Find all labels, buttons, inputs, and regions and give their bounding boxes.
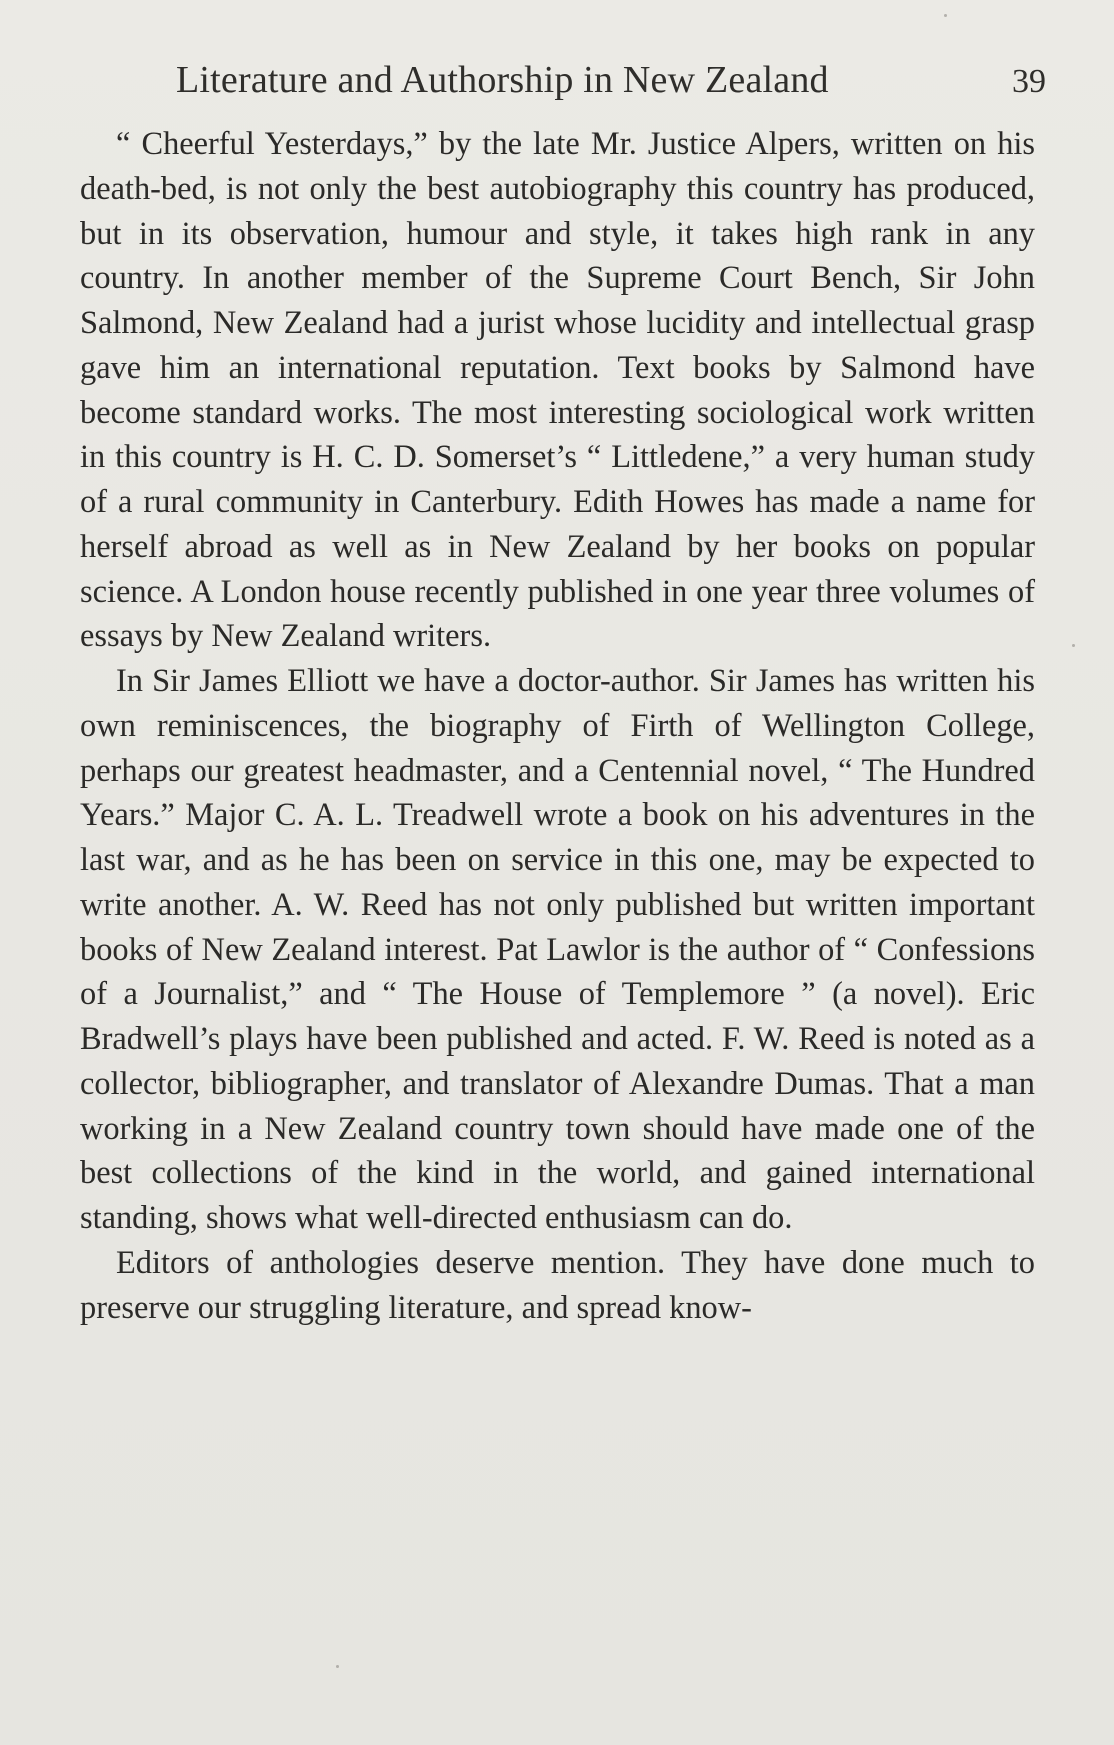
body-text [80, 122, 1035, 1330]
running-head [176, 54, 1046, 106]
running-title: Literature and Authorship in New Zealand [176, 59, 829, 101]
paragraph-3: Editors of anthologies deserve mention. They have done much to preserve our struggling literature, and spread know- [80, 1244, 1035, 1326]
paragraph-1: “ Cheerful Yesterdays,” by the late Mr. Justice Alpers, written on his death-bed, is not only the best autobiography this country has produced, but in its observation, humour and style, it takes high rank in any country. In another member of the Supreme Court Bench, Sir John Salmond, New Zealand had a jurist whose lucidity and intellectual grasp gave him an international reputation. Text books by Salmond have become standard works. The most interesting sociological work written in this country is H. C. D. Somerset’s “ Littledene,” a very human study of a rural community in Canterbury. Edith Howes has made a name for herself abroad as well as in New Zealand by her books on popular science. A London house recently published in one year three volumes of essays by New Zealand writers. [80, 126, 1035, 655]
page-number: 39 [1012, 63, 1046, 100]
paper-speck [944, 14, 947, 17]
paper-speck [1072, 644, 1075, 647]
paper-speck [336, 1665, 339, 1668]
paragraph-2: In Sir James Elliott we have a doctor-author. Sir James has written his own reminiscences, the biography of Firth of Wellington College, perhaps our greatest headmaster, and a Centennial novel, “ The Hundred Years.” Major C. A. L. Treadwell wrote a book on his adventures in the last war, and as he has been on service in this one, may be expected to write another. A. W. Reed has not only published but written important books of New Zealand interest. Pat Lawlor is the author of “ Confessions of a Journalist,” and “ The House of Templemore ” (a novel). Eric Bradwell’s plays have been published and acted. F. W. Reed is noted as a collector, bibliographer, and translator of Alexandre Dumas. That a man working in a New Zealand country town should have made one of the best collections of the kind in the world, and gained international standing, shows what well-directed enthusiasm can do. [80, 663, 1035, 1236]
